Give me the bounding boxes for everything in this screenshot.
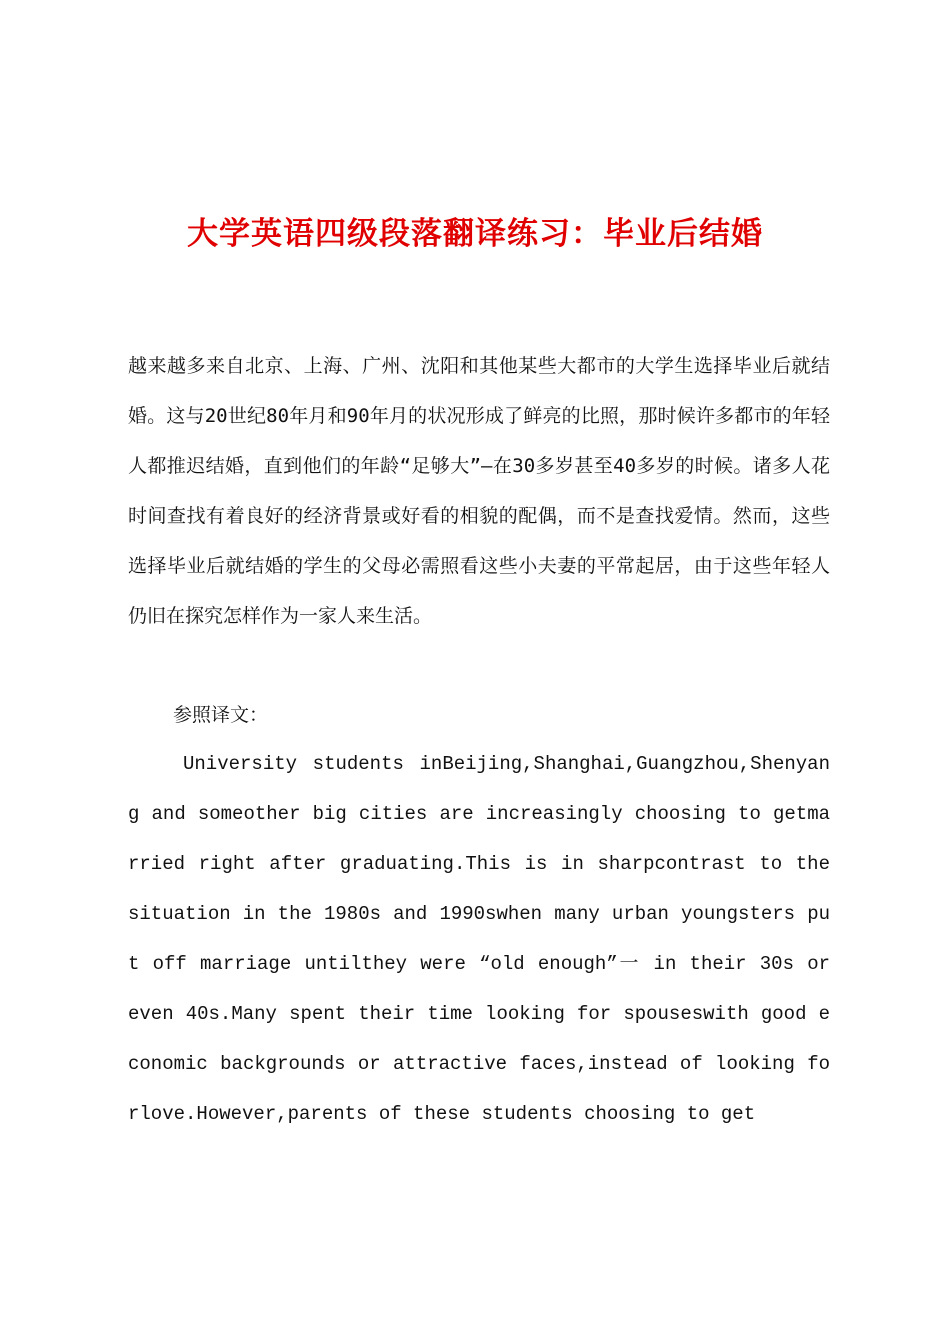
english-translation-paragraph: University students inBeijing,Shanghai,Guangzhou,Shenyang and someother big cities are increasingly choosing to getmarried right after graduating.This is in sharpcontrast to the situation in the 1980s and 1990swhen many urban youngsters put off marriage untilthey were “old enough”一 in their 30s or even 40s.Many spent their time looking for spouseswith good economic backgrounds or attractive faces,instead of looking forlove.However,parents of these students choosing to get: [128, 753, 830, 1125]
document-title: 大学英语四级段落翻译练习：毕业后结婚: [187, 216, 763, 252]
chinese-paragraph: 越来越多来自北京、上海、广州、沈阳和其他某些大都市的大学生选择毕业后就结婚。这与20世纪80年月和90年月的状况形成了鲜亮的比照，那时候许多都市的年轻人都推迟结婚，直到他们的年龄“足够大”—在30多岁甚至40多岁的时候。诸多人花时间查找有着良好的经济背景或好看的相貌的配偶，而不是查找爱情。然而，这些选择毕业后就结婚的学生的父母必需照看这些小夫妻的平常起居，由于这些年轻人仍旧在探究怎样作为一家人来生活。: [128, 355, 830, 627]
reference-translation-label: 参照译文：: [173, 704, 269, 726]
